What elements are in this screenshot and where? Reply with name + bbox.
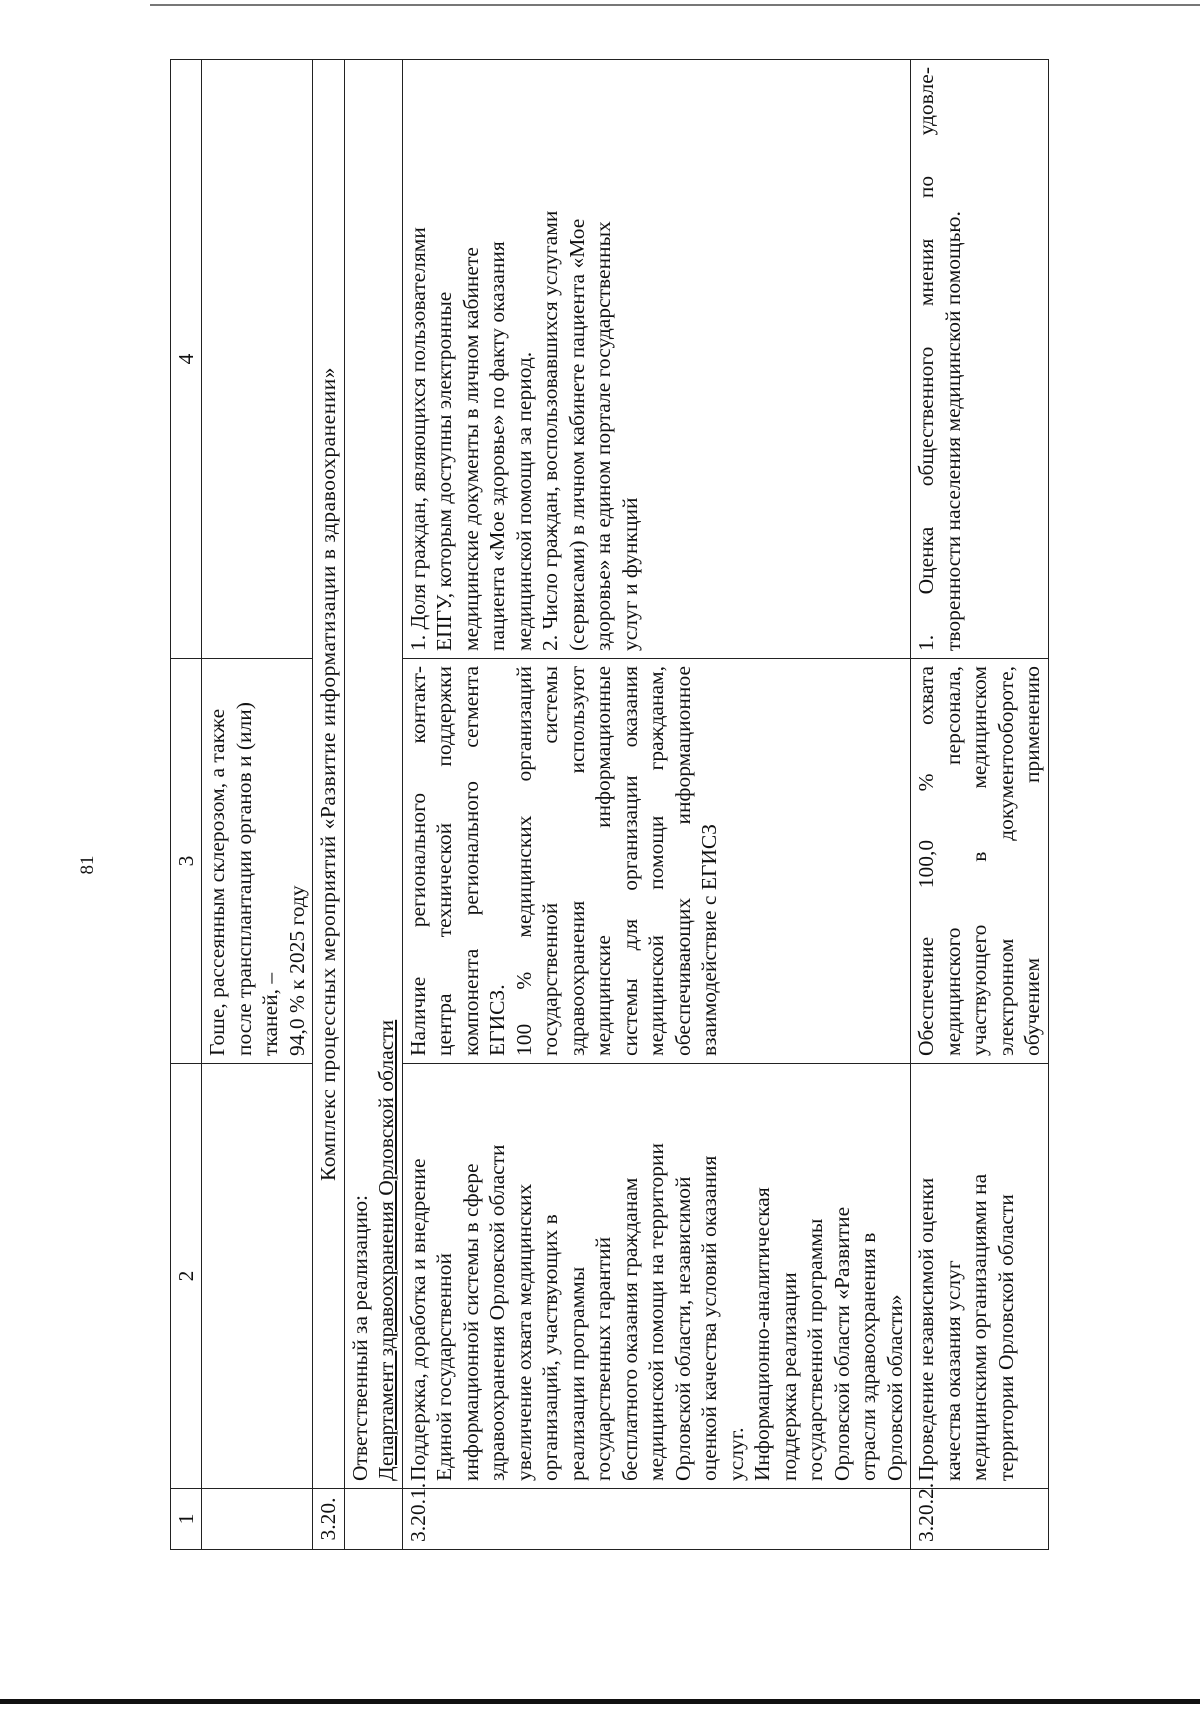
text-line: обучением применению <box>1020 666 1044 1056</box>
activity-cell <box>402 1064 911 1489</box>
page-number: 81 <box>77 855 98 875</box>
section-row <box>313 60 345 1550</box>
text-line: Поддержка, доработка и внедрение <box>405 1158 430 1481</box>
responsible-cell <box>344 60 402 1489</box>
text-line: государственной программы <box>803 1218 827 1481</box>
text-line: медицинские информационные <box>591 666 615 1056</box>
text-line: отрасли здравоохранения в <box>856 1232 880 1481</box>
text-line: территории Орловской области <box>993 1194 1018 1481</box>
result-cell <box>402 659 911 1064</box>
text-line: медицинского персонала, <box>940 666 965 1056</box>
text-line: 100 % медицинских организаций <box>511 666 536 1056</box>
text-line: Проведение независимой оценки <box>914 1177 938 1481</box>
table-header-row <box>171 60 202 1550</box>
text-line: медицинской помощи за период. <box>511 351 536 651</box>
text-line: услуг и функций <box>617 497 642 651</box>
section-number: 3.20. <box>313 1489 345 1550</box>
text-line: Орловской области «Развитие <box>829 1206 854 1481</box>
text-line: обеспечивающих информационное <box>670 666 695 1056</box>
text-line: Наличие регионального контакт- <box>405 666 430 1056</box>
top-edge-rule <box>150 4 1200 6</box>
text-line: увеличение охвата медицинских <box>511 1183 536 1481</box>
text-line: здоровье» на едином портале государственных <box>591 221 615 651</box>
continuation-activity-cell <box>202 1064 313 1489</box>
responsible-number-cell <box>344 1489 402 1550</box>
text-line: компонента регионального сегмента <box>458 666 483 1056</box>
text-line: оценкой качества условий оказания <box>697 1155 721 1481</box>
text-line: 1. Оценка общественного мнения по удовле- <box>914 67 938 651</box>
text-line: медицинской помощи гражданам, <box>644 666 668 1056</box>
text-line: творенности населения медицинской помощью. <box>940 211 965 651</box>
text-line: взаимодействие с ЕГИСЗ <box>697 823 721 1056</box>
text-line: Орловской области» <box>882 1294 907 1481</box>
row-number: 3.20.2. <box>911 1489 1049 1550</box>
continuation-number-cell <box>202 1489 313 1550</box>
activity-cell <box>911 1064 1049 1489</box>
responsible-label: Ответственный за реализацию: <box>347 1194 372 1481</box>
rotated-table-sheet <box>170 67 1090 1550</box>
text-line: участвующего в медицинском <box>967 666 991 1056</box>
bottom-edge-rule <box>0 1699 1200 1704</box>
text-line: информационной системы в сфере <box>458 1163 483 1481</box>
indicator-cell <box>911 60 1049 659</box>
table-row <box>402 60 911 1550</box>
text-line: медицинской помощи на территории <box>644 1143 668 1481</box>
responsible-row <box>344 60 402 1550</box>
text-line: качества оказания услуг <box>940 1260 965 1481</box>
table-row <box>911 60 1049 1550</box>
section-title: Комплекс процессных мероприятий «Развитие информатизации в здравоохранении» <box>313 60 345 1489</box>
text-line: реализации программы <box>564 1266 589 1481</box>
text-line: медицинские документы в личном кабинете <box>458 247 483 651</box>
text-line: здравоохранения используют <box>564 666 589 1056</box>
text-line: ЕПГУ, которым доступны электронные <box>432 291 456 651</box>
result-cell <box>911 659 1049 1064</box>
text-line: Гоше, рассеянным склерозом, а также <box>205 708 229 1056</box>
text-line: государственной системы <box>538 666 562 1056</box>
text-line: электронном документообороте, <box>993 666 1018 1056</box>
text-line: Единой государственной <box>432 1253 456 1481</box>
text-line: организаций, участвующих в <box>538 1214 562 1481</box>
continuation-row <box>202 60 313 1550</box>
text-line: государственных гарантий <box>591 1236 615 1481</box>
text-line: после трансплантации органов и (или) <box>231 702 256 1056</box>
indicator-cell <box>402 60 911 659</box>
text-line: медицинскими организациями на <box>967 1173 991 1481</box>
text-line: тканей, – <box>258 972 282 1056</box>
text-line: Информационно-аналитическая <box>750 1187 774 1481</box>
text-line: услуг. <box>723 1427 748 1481</box>
text-line: Орловской области, независимой <box>670 1176 695 1481</box>
responsible-value: Департамент здравоохранения Орловской области <box>374 1019 398 1481</box>
text-line: Обеспечение 100,0 % охвата <box>914 666 938 1056</box>
text-line: системы для организации оказания <box>617 666 642 1056</box>
text-line: здравоохранения Орловской области <box>485 1144 509 1481</box>
text-line: центра технической поддержки <box>432 666 456 1056</box>
header-col-4: 4 <box>171 60 202 659</box>
header-col-1: 1 <box>171 1489 202 1550</box>
text-line: 1. Доля граждан, являющихся пользователями <box>405 227 430 651</box>
text-line: ЕГИСЗ. <box>485 984 509 1056</box>
text-line: бесплатного оказания гражданам <box>617 1177 642 1481</box>
header-col-3: 3 <box>171 659 202 1064</box>
text-line: 94,0 % к 2025 году <box>284 885 309 1056</box>
text-line: поддержка реализации <box>776 1272 801 1481</box>
program-table <box>170 59 1049 1550</box>
header-col-2: 2 <box>171 1064 202 1489</box>
text-line: пациента «Мое здоровье» по факту оказания <box>485 241 509 651</box>
continuation-result-cell <box>202 659 313 1064</box>
row-number: 3.20.1. <box>402 1489 911 1550</box>
text-line: 2. Число граждан, воспользовавшихся услугами <box>538 210 562 651</box>
text-line: (сервисами) в личном кабинете пациента «Мое <box>564 218 589 651</box>
continuation-indicator-cell <box>202 60 313 659</box>
